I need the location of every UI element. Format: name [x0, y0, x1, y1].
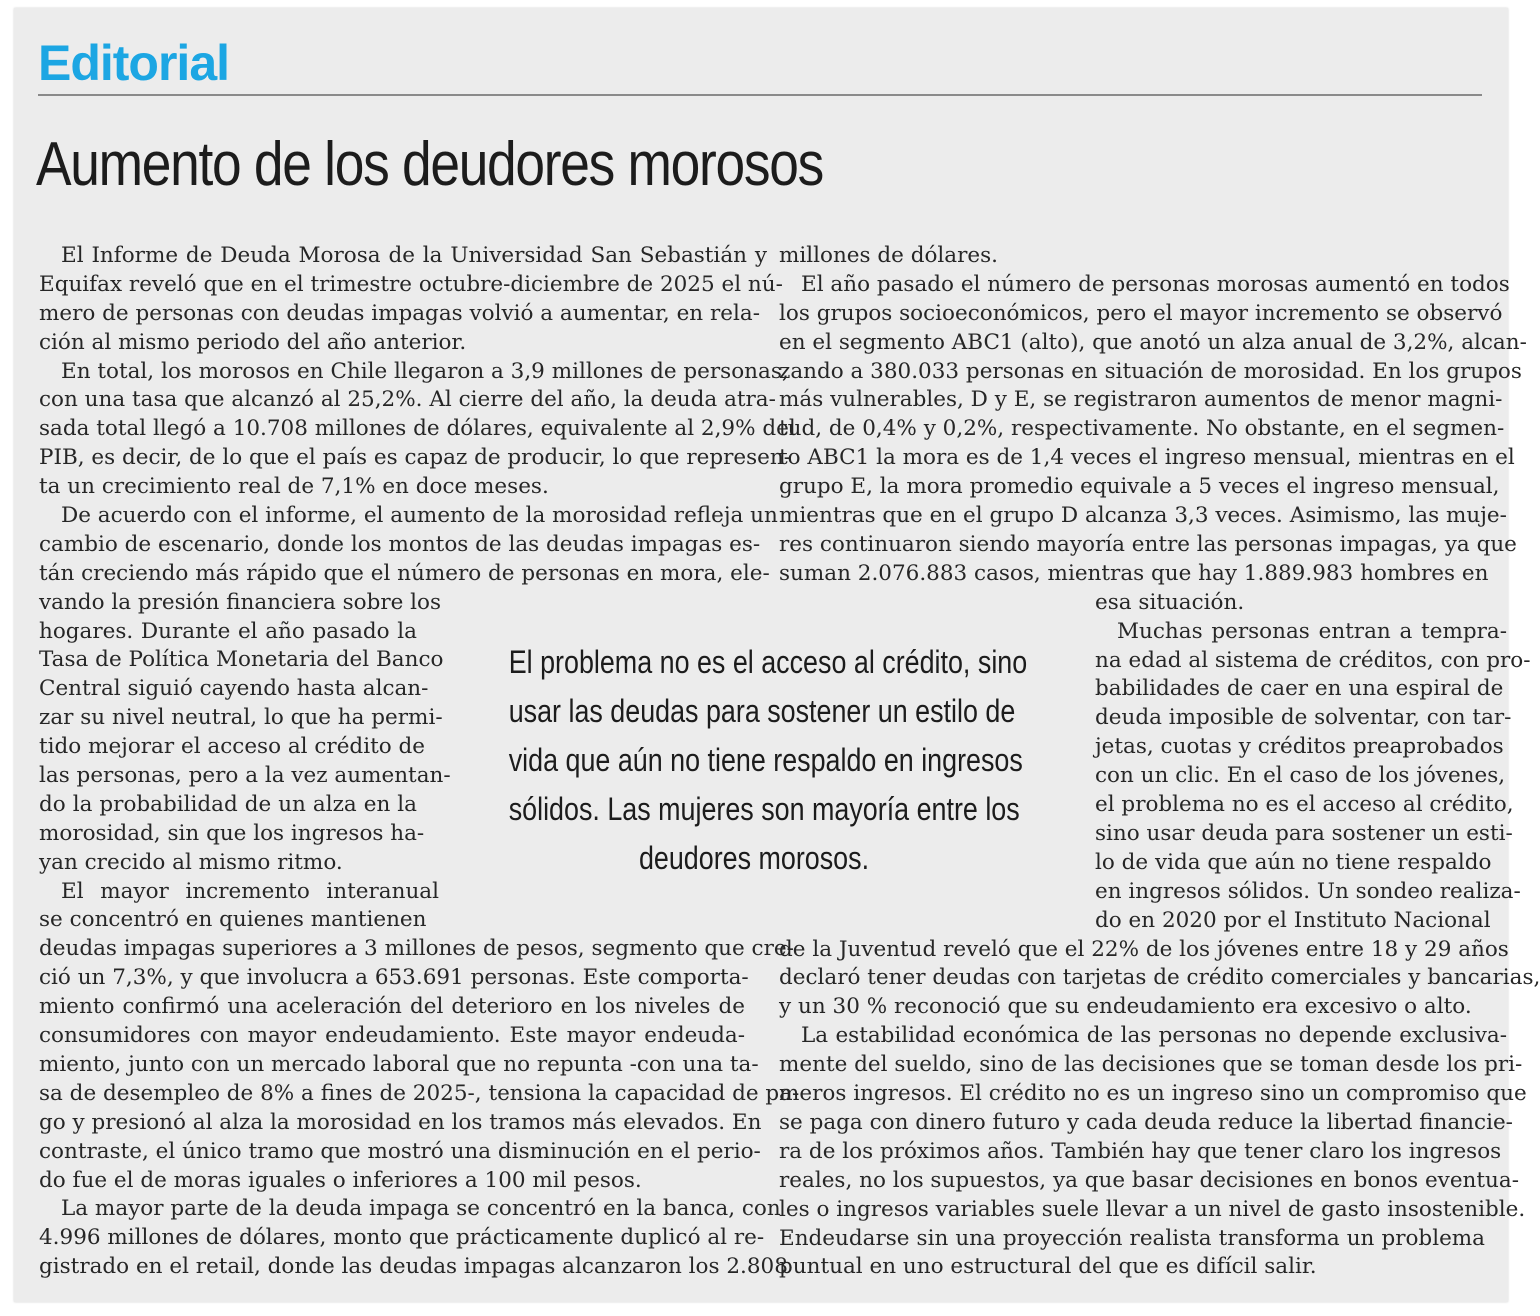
text-line: declaró tener deudas con tarjetas de crédito comerciales y bancarias,	[779, 965, 1540, 991]
text-line: tud, de 0,4% y 0,2%, respectivamente. No obstante, en el segmen-	[779, 416, 1505, 442]
text-line: más vulnerables, D y E, se registraron aumentos de menor magni-	[779, 387, 1503, 413]
section-label: Editorial	[38, 35, 230, 91]
text-line: morosidad, sin que los ingresos ha-	[39, 820, 425, 846]
text-line: mero de personas con deudas impagas volvió a aumentar, en rela-	[39, 300, 760, 326]
text-line: miento, junto con un mercado laboral que no repunta -con una ta-	[39, 1051, 759, 1077]
text-line: de la Juventud reveló que el 22% de los jóvenes entre 18 y 29 años	[779, 936, 1509, 962]
text-line: reales, no los supuestos, ya que basar decisiones en bonos eventua-	[779, 1167, 1519, 1193]
pull-quote	[462, 638, 1046, 883]
text-line: tán creciendo más rápido que el número de personas en mora, ele-	[39, 560, 770, 586]
text-line: lo de vida que aún no tiene respaldo	[1095, 849, 1492, 875]
text-line: gistrado en el retail, donde las deudas impagas alcanzaron los 2.808	[39, 1254, 788, 1280]
text-line: El Informe de Deuda Morosa de la Universidad San Sebastián y	[61, 243, 767, 268]
pull-quote-line: vida que aún no tiene respaldo en ingresos	[508, 742, 1023, 778]
right-column-narrow	[1095, 589, 1531, 936]
text-line: zando a 380.033 personas en situación de morosidad. En los grupos	[779, 358, 1522, 384]
text-line: meros ingresos. El crédito no es un ingreso sino un compromiso que	[779, 1081, 1527, 1107]
text-line: les o ingresos variables suele llevar a un nivel de gasto insostenible.	[779, 1196, 1526, 1222]
text-line: do fue el de moras iguales o inferiores a 100 mil pesos.	[39, 1167, 642, 1193]
text-line: mente del sueldo, sino de las decisiones que se toman desde los pri-	[779, 1052, 1523, 1078]
text-line: El mayor incremento interanual	[61, 878, 439, 904]
text-line: ció un 7,3%, y que involucra a 653.691 personas. Este comporta-	[39, 965, 749, 991]
text-line: La estabilidad económica de las personas no depende exclusiva-	[801, 1023, 1507, 1049]
text-line: cambio de escenario, donde los montos de las deudas impagas es-	[39, 531, 761, 557]
pull-quote-line: usar las deudas para sostener un estilo de	[508, 693, 1016, 729]
text-line: En total, los morosos en Chile llegaron a 3,9 millones de personas,	[61, 358, 789, 384]
right-column-bottom	[779, 936, 1540, 1283]
text-line: en ingresos sólidos. Un sondeo realiza-	[1095, 878, 1521, 904]
text-line: vando la presión financiera sobre los	[39, 589, 442, 615]
text-line: El año pasado el número de personas morosas aumentó en todos	[801, 271, 1510, 297]
text-line: Central siguió cayendo hasta alcan-	[39, 676, 429, 702]
text-line: consumidores con mayor endeudamiento. Este mayor endeuda-	[39, 1023, 745, 1049]
text-line: Endeudarse sin una proyección realista transforma un problema	[779, 1225, 1485, 1251]
text-line: ción al mismo periodo del año anterior.	[39, 329, 467, 355]
text-line: el problema no es el acceso al crédito,	[1095, 792, 1514, 818]
text-line: miento confirmó una aceleración del deterioro en los niveles de	[39, 994, 745, 1020]
pull-quote-line: sólidos. Las mujeres son mayoría entre los	[508, 791, 1020, 827]
text-line: contraste, el único tramo que mostró una disminución en el perio-	[39, 1138, 761, 1164]
text-line: suman 2.076.883 casos, mientras que hay 1.889.983 hombres en	[779, 560, 1489, 586]
text-line: na edad al sistema de créditos, con pro-	[1095, 647, 1531, 673]
text-line: los grupos socioeconómicos, pero el mayor incremento se observó	[779, 300, 1503, 326]
text-line: Muchas personas entran a tempra-	[1117, 618, 1507, 644]
pull-quote-line: deudores morosos.	[638, 840, 870, 876]
text-line: sino usar deuda para sostener un esti-	[1095, 820, 1513, 846]
text-line: to ABC1 la mora es de 1,4 veces el ingreso mensual, mientras en el	[779, 445, 1515, 471]
right-column-top	[779, 242, 1527, 589]
text-line: sa de desempleo de 8% a fines de 2025-, tensiona la capacidad de pa-	[39, 1080, 800, 1106]
headline: Aumento de los deudores morosos	[36, 130, 823, 199]
text-line: con una tasa que alcanzó al 25,2%. Al cierre del año, la deuda atra-	[39, 387, 776, 413]
text-line: go y presionó al alza la morosidad en los tramos más elevados. En	[39, 1109, 762, 1135]
text-line: Tasa de Política Monetaria del Banco	[39, 647, 444, 673]
editorial-page	[14, 8, 1540, 1302]
text-line: y un 30 % reconoció que su endeudamiento era excesivo o alto.	[779, 994, 1472, 1020]
text-line: zar su nivel neutral, lo que ha permi-	[39, 705, 443, 731]
text-line: se concentró en quienes mantienen	[39, 907, 427, 933]
text-line: esa situación.	[1095, 589, 1245, 615]
text-line: puntual en uno estructural del que es difícil salir.	[779, 1254, 1317, 1280]
text-line: mientras que en el grupo D alcanza 3,3 veces. Asimismo, las muje-	[779, 503, 1507, 529]
text-line: ra de los próximos años. También hay que tener claro los ingresos	[779, 1138, 1502, 1164]
text-line: do la probabilidad de un alza en la	[39, 791, 417, 817]
text-line: De acuerdo con el informe, el aumento de la morosidad refleja un	[61, 503, 778, 529]
text-line: res continuaron siendo mayoría entre las personas impagas, ya que	[779, 531, 1517, 557]
text-line: do en 2020 por el Instituto Nacional	[1095, 907, 1491, 933]
text-line: 4.996 millones de dólares, monto que prácticamente duplicó al re-	[39, 1225, 765, 1251]
pull-quote-line: El problema no es el acceso al crédito, sino	[508, 644, 1028, 680]
text-line: tido mejorar el acceso al crédito de	[39, 734, 425, 760]
text-line: hogares. Durante el año pasado la	[39, 618, 417, 644]
text-line: babilidades de caer en una espiral de	[1095, 676, 1504, 702]
text-line: jetas, cuotas y créditos preaprobados	[1095, 734, 1504, 760]
text-line: PIB, es decir, de lo que el país es capaz de producir, lo que represen-	[39, 445, 791, 471]
text-line: deuda imposible de solventar, con tar-	[1095, 705, 1512, 731]
text-line: yan crecido al mismo ritmo.	[39, 849, 343, 875]
text-line: grupo E, la mora promedio equivale a 5 veces el ingreso mensual,	[779, 474, 1500, 500]
section-divider	[38, 94, 1482, 96]
text-line: con un clic. En el caso de los jóvenes,	[1095, 763, 1506, 789]
text-line: se paga con dinero futuro y cada deuda reduce la libertad financie-	[779, 1109, 1513, 1135]
text-line: Equifax reveló que en el trimestre octubre-diciembre de 2025 el nú-	[39, 271, 783, 297]
text-line: millones de dólares.	[779, 243, 998, 268]
text-line: en el segmento ABC1 (alto), que anotó un alza anual de 3,2%, alcan-	[779, 329, 1527, 355]
text-line: las personas, pero a la vez aumentan-	[39, 763, 451, 789]
text-line: deudas impagas superiores a 3 millones de pesos, segmento que cre-	[39, 936, 794, 962]
text-line: sada total llegó a 10.708 millones de dólares, equivalente al 2,9% del	[39, 416, 796, 442]
text-line: ta un crecimiento real de 7,1% en doce meses.	[39, 474, 549, 500]
text-line: La mayor parte de la deuda impaga se concentró en la banca, con	[61, 1196, 781, 1222]
